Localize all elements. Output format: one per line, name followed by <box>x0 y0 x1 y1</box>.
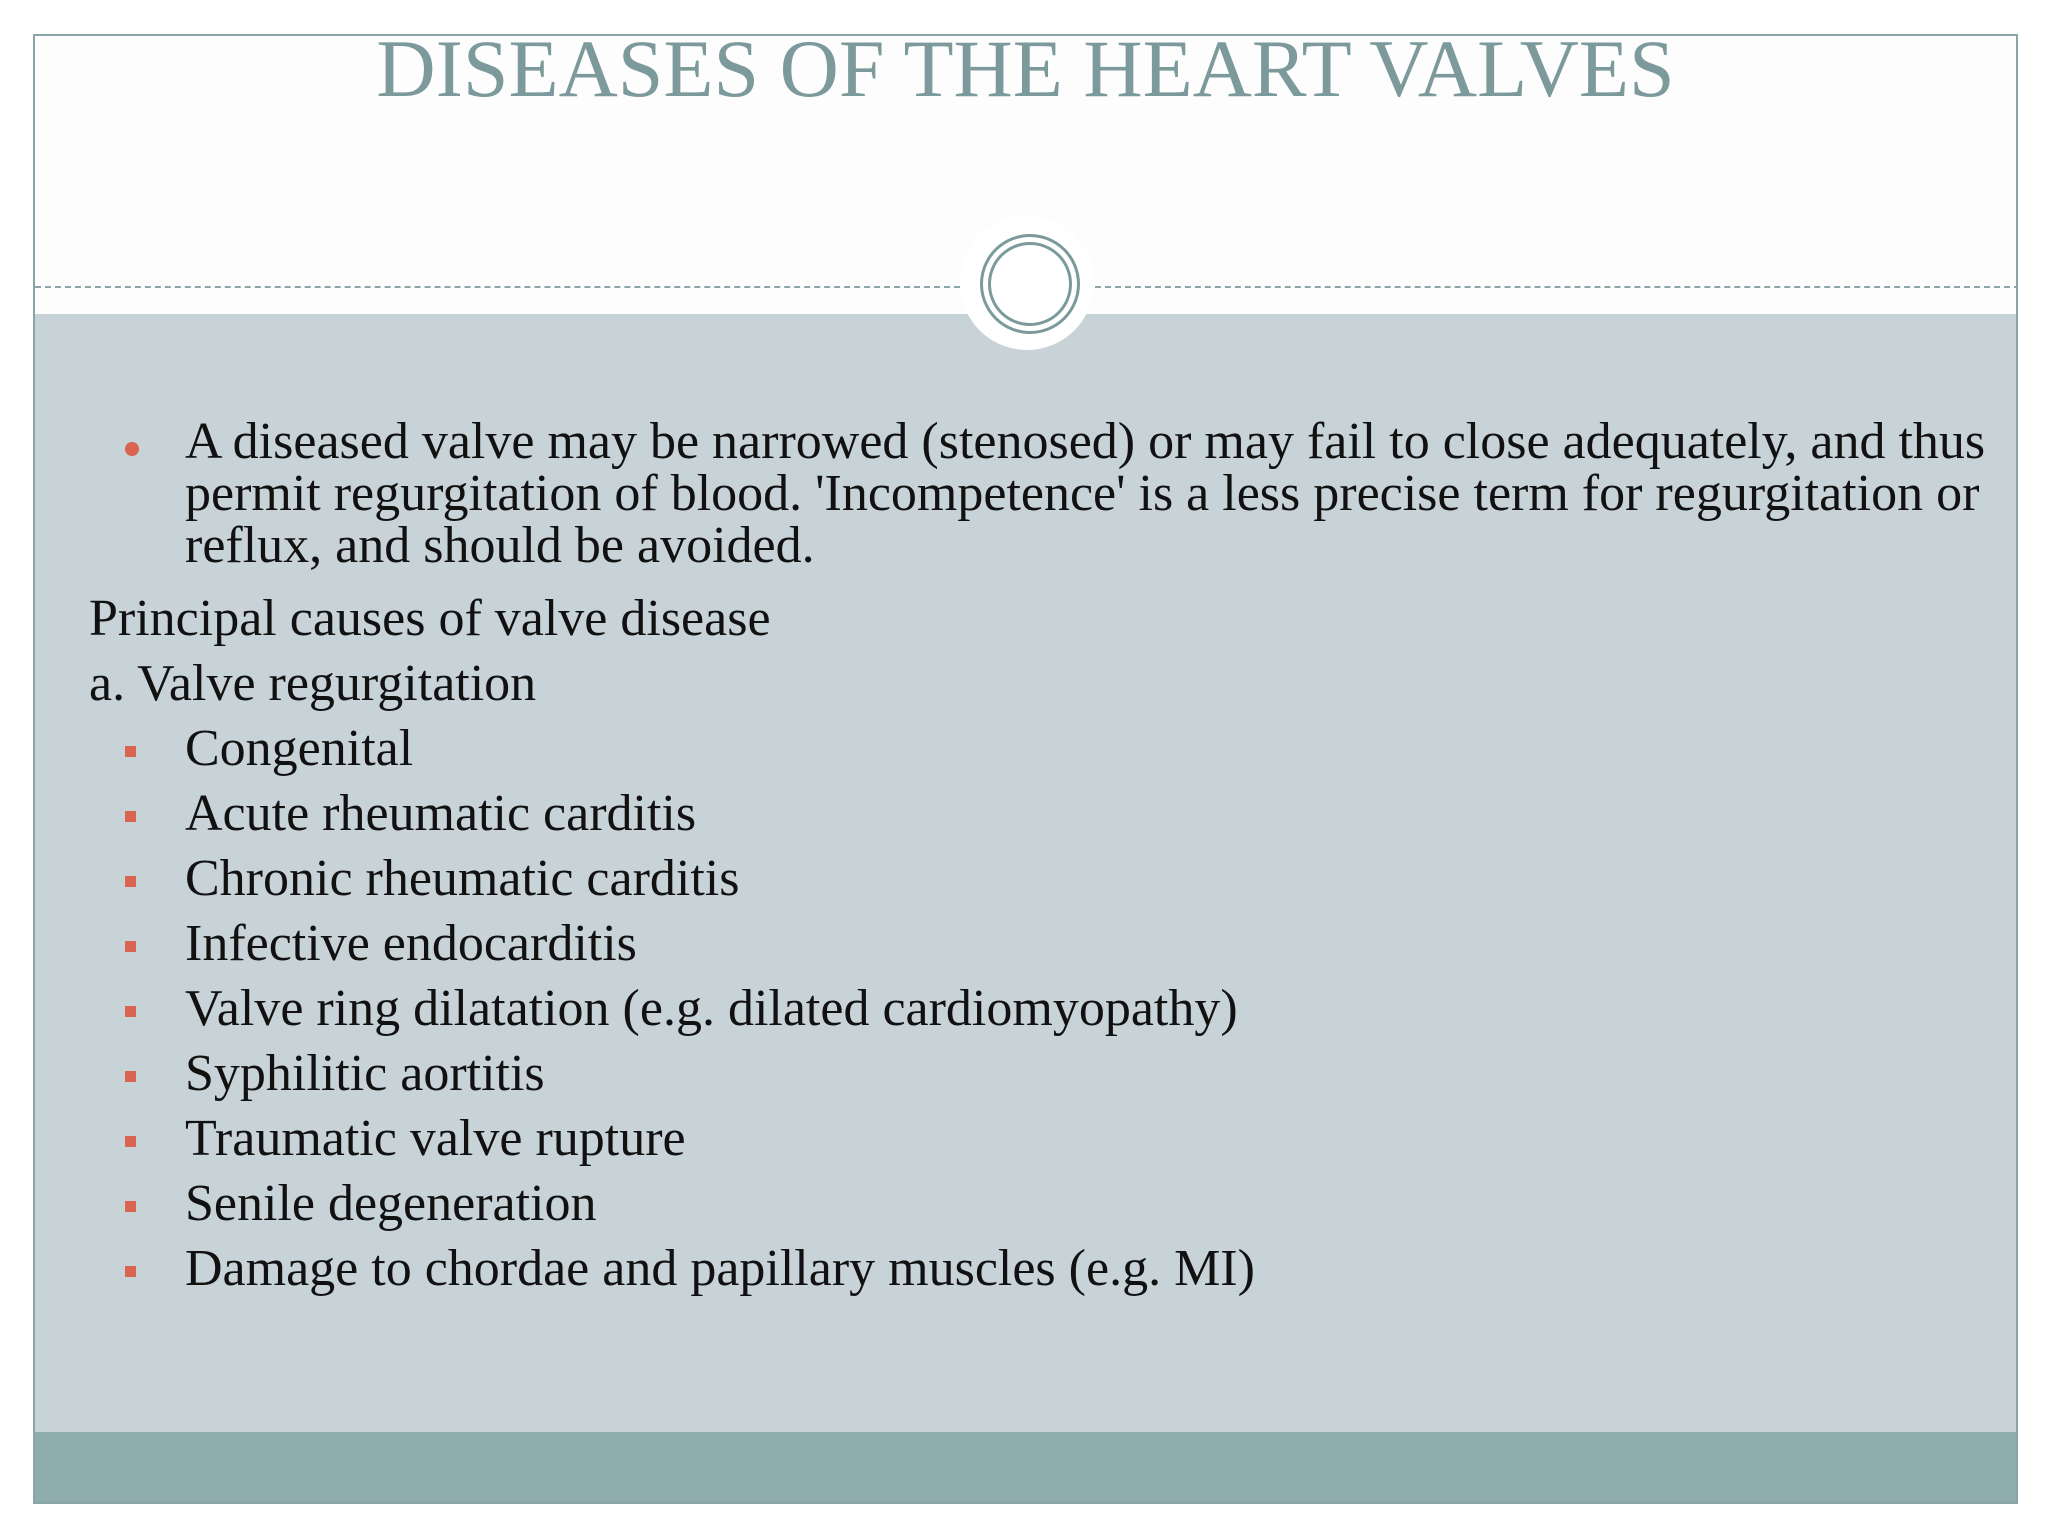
square-bullet-icon <box>125 1006 136 1017</box>
list-item <box>89 846 1989 911</box>
subheading: Principal causes of valve disease <box>89 590 771 647</box>
circle-ornament-inner-ring <box>988 242 1072 326</box>
square-bullet-icon <box>125 1201 136 1212</box>
slide-frame <box>33 34 2018 1504</box>
footer-bar <box>35 1432 2016 1502</box>
divider-left <box>35 286 960 288</box>
square-bullet-icon <box>125 876 136 887</box>
divider-right <box>1095 286 2018 288</box>
square-bullet-icon <box>125 746 136 757</box>
slide-body <box>89 413 1989 1301</box>
list-item-text: Infective endocarditis <box>185 915 637 972</box>
list-item <box>89 781 1989 846</box>
list-item-text: Chronic rheumatic carditis <box>185 850 740 907</box>
list-item <box>89 1106 1989 1171</box>
list-item <box>89 1041 1989 1106</box>
list-item <box>89 1236 1989 1301</box>
square-bullet-icon <box>125 1071 136 1082</box>
list-item <box>89 976 1989 1041</box>
list-item <box>89 911 1989 976</box>
slide-title: DISEASES OF THE HEART VALVES <box>376 34 1675 114</box>
list-item-text: Congenital <box>185 720 414 777</box>
square-bullet-icon <box>125 1266 136 1277</box>
list-item-text: Damage to chordae and papillary muscles (e.g. MI) <box>185 1240 1255 1297</box>
intro-text: A diseased valve may be narrowed (stenosed) or may fail to close adequately, and thus permit regurgitation of blood. 'Incompetence' is a less precise term for regurgitation or reflux, and should be avoided. <box>185 413 1986 574</box>
list-item <box>89 716 1989 781</box>
list-item-text: Acute rheumatic carditis <box>185 785 697 842</box>
list-item-text: Traumatic valve rupture <box>185 1110 686 1167</box>
list-item-text: Senile degeneration <box>185 1175 597 1232</box>
list-item-text: Valve ring dilatation (e.g. dilated cardiomyopathy) <box>185 980 1238 1037</box>
square-bullet-icon <box>125 941 136 952</box>
square-bullet-icon <box>125 1136 136 1147</box>
round-bullet-icon <box>125 442 139 456</box>
section-label: a. Valve regurgitation <box>89 655 537 712</box>
square-bullet-icon <box>125 811 136 822</box>
intro-paragraph <box>89 413 1989 574</box>
list-item <box>89 1171 1989 1236</box>
list-item-text: Syphilitic aortitis <box>185 1045 545 1102</box>
